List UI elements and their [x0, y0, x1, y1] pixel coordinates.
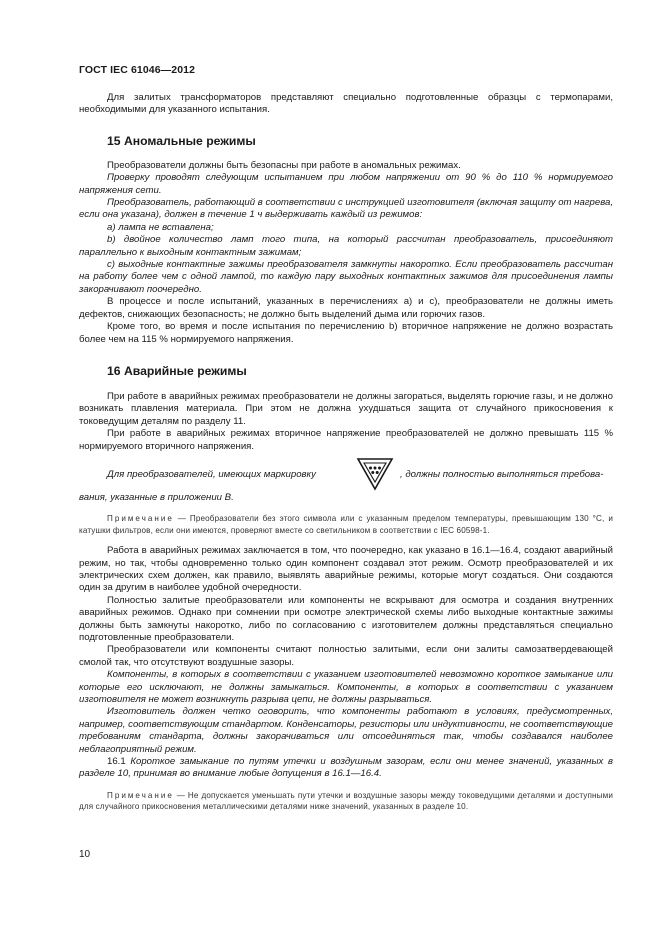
- intro-paragraph: Для залитых трансформаторов представляют специально подготовленные образцы с термопарами, необходимыми для указанного испытания.: [79, 92, 613, 116]
- page-content: [79, 92, 613, 813]
- triangle-marking-icon: [355, 456, 395, 492]
- page-number: 10: [79, 849, 91, 860]
- marking-text-start: Для преобразователей, имеющих маркировку: [107, 468, 316, 480]
- section-15-item-a: а) лампа не вставлена;: [107, 221, 214, 233]
- marking-text-end: , должны полностью выполняться требова-: [400, 468, 604, 480]
- section-16-paragraph-6: Компоненты, в которых в соответствии с указанием изготовителей невозможно короткое замыкание или которые его исключают, не должны замыкаться. Компоненты, в которых в соответствии с указанием изготовителя не может возникнуть разрыва цепи, не должны разрываться.: [79, 669, 613, 706]
- clause-16-1: [79, 756, 613, 781]
- note-2-text: — Не допускается уменьшать пути утечки и воздушные зазоры между токоведущими деталями и доступными для случайного прикосновения металлическими деталями ниже значений, указанных в разделе 10.: [79, 790, 613, 812]
- note-2-label: Примечание: [107, 790, 174, 800]
- clause-16-1-number: 16.1: [107, 756, 131, 768]
- section-15-item-c: с) выходные контактные зажимы преобразователя замкнуты накоротко. Если преобразователь рассчитан на работу более чем с одной лампой, то каждую пару выходных контактных зажимов для присоединения лампы закорачивают поочередно.: [79, 259, 613, 295]
- note-2: [79, 790, 613, 813]
- section-15-item-b: b) двойное количество ламп того типа, на который рассчитан преобразователь, присоединяют параллельно к выходным контактным зажимам;: [79, 234, 613, 258]
- section-15-paragraph-4: В процессе и после испытаний, указанных в перечислениях а) и с), преобразователи не должны иметь дефектов, снижающих безопасность; не должно быть выделений дыма или горючих газов.: [79, 296, 613, 320]
- note-1-label: Примечание: [107, 514, 174, 524]
- section-16-paragraph-7: Изготовитель должен четко оговорить, что компоненты работают в условиях, предусмотренных, например, соответствующим стандартом. Конденсаторы, резисторы или индуктивности, не соответствующие требованиям стандарта, должны закорачиваться или отсоединяться так, чтобы создавался наиболее неблагоприятный режим.: [79, 706, 613, 755]
- note-1: [79, 513, 613, 536]
- section-16-paragraph-5: Преобразователи или компоненты считают полностью залитыми, если они залиты самозатвердевающей смолой так, что отсутствуют воздушные зазоры.: [79, 644, 613, 668]
- clause-16-1-text: Короткое замыкание по путям утечки и воздушным зазорам, если они менее значений, указанных в разделе 10, принимая во внимание любые допущения в 16.1—16.4.: [79, 756, 613, 780]
- section-15-paragraph-5: Кроме того, во время и после испытания по перечислению b) вторичное напряжение не должно возрастать более чем на 115 % нормируемого напряжения.: [79, 321, 613, 345]
- section-15-paragraph-3: Преобразователь, работающий в соответствии с инструкцией изготовителя (включая защиту от нагрева, если она указана), должен в течение 1 ч выдерживать каждый из режимов:: [79, 197, 613, 221]
- section-16-title: 16 Аварийные режимы: [107, 363, 247, 378]
- section-16-paragraph-1: При работе в аварийных режимах преобразователи не должны загораться, выделять горючие газы, и не должно возникать плавления материала. При этом не должна ухудшаться защита от случайного прикосновения к токоведущим деталям по разделу 11.: [79, 390, 613, 427]
- document-header: ГОСТ IEC 61046—2012: [79, 64, 196, 76]
- section-16-paragraph-3: Работа в аварийных режимах заключается в том, что поочередно, как указано в 16.1—16.4, создают аварийный режим, но так, чтобы одновременно только один компонент создавал этот режим. Осмотр преобразователей и их электрических схем должен, как правило, выявлять аварийные режимы, которые могут создаться. Они создаются один за другим в наиболее удобной очередности.: [79, 545, 613, 594]
- section-15-paragraph-2: Проверку проводят следующим испытанием при любом напряжении от 90 % до 110 % нормируемого напряжения сети.: [79, 172, 613, 196]
- note-1-text: — Преобразователи без этого символа или с указанным пределом температуры, превышающим 130 °С, и катушки фильтров, если они имеются, проверяют вместе со светильником в соответствии с IEC 60598-1.: [79, 514, 613, 535]
- marking-text-continuation: вания, указанные в приложении В.: [79, 491, 234, 503]
- section-16-paragraph-2: При работе в аварийных режимах вторичное напряжение преобразователей не должно превышать 115 % нормируемого вторичного напряжения.: [79, 428, 613, 452]
- marking-symbol-row: [79, 456, 613, 492]
- section-16-paragraph-4: Полностью залитые преобразователи или компоненты не вскрывают для осмотра и создания внутренних аварийных режимов. Однако при сомнении при осмотре электрической схемы либо выходные контактные зажимы должны быть замкнуты накоротко, либо по согласованию с изготовителем должны представляться специально подготовленные преобразователи.: [79, 594, 613, 643]
- section-15-paragraph-1: Преобразователи должны быть безопасны при работе в аномальных режимах.: [107, 159, 461, 171]
- section-15-title: 15 Аномальные режимы: [107, 133, 256, 148]
